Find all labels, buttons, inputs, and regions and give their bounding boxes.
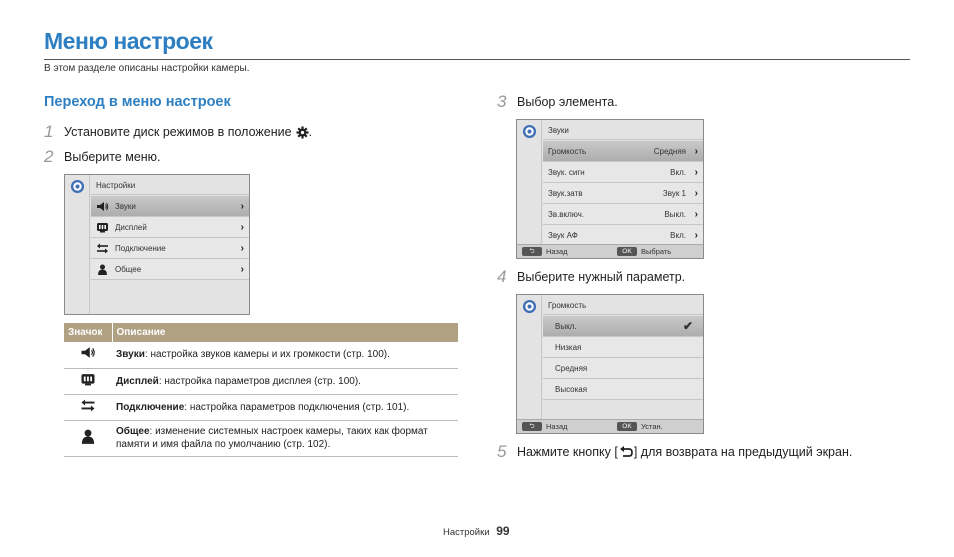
chevron-right-icon: › (694, 187, 698, 199)
title-divider (44, 59, 910, 60)
step-1: 1 Установите диск режимов в положение . (44, 122, 313, 141)
option-medium[interactable]: Средняя (543, 358, 703, 379)
table-row (64, 420, 458, 456)
step-5: 5 Нажмите кнопку [ ] для возврата на предыдущий экран. (497, 442, 853, 461)
step-number: 1 (44, 122, 54, 141)
option-low[interactable]: Низкая (543, 337, 703, 358)
connection-icon (96, 243, 109, 254)
menu-item-beep[interactable]: Звук. сигн Вкл. › (543, 162, 703, 183)
screen-header: Настройки (91, 175, 249, 195)
description: : настройка звуков камеры и их громкости (стр. 100). (144, 349, 390, 361)
settings-gear-icon (522, 124, 537, 139)
step-number: 2 (44, 147, 54, 166)
speaker-icon (80, 351, 96, 362)
step-text: Выбор элемента. (517, 95, 618, 109)
settings-gear-icon (70, 179, 85, 194)
table-row (64, 368, 458, 394)
page-subtitle: В этом разделе описаны настройки камеры. (44, 63, 250, 74)
description: : настройка параметров подключения (стр. 101). (184, 401, 410, 413)
ok-button-badge: OK (617, 422, 637, 431)
camera-screen-settings (64, 174, 250, 315)
step-number: 5 (497, 442, 507, 461)
description: : изменение системных настроек камеры, таких как формат памяти и имя файла по умолчанию (стр. 102). (116, 426, 428, 450)
screen-footer: ⮌ Назад OK Устан. (517, 419, 703, 433)
screen-header: Звуки (543, 120, 703, 140)
table-row (64, 342, 458, 368)
chevron-right-icon: › (694, 229, 698, 241)
camera-screen-sounds (516, 119, 704, 259)
chevron-right-icon: › (694, 208, 698, 220)
menu-item-startup-sound[interactable]: Зв.включ. Выкл. › (543, 204, 703, 225)
menu-item-sounds[interactable]: Звуки › (91, 196, 249, 217)
chevron-right-icon: › (694, 145, 698, 157)
term: Общее (116, 426, 150, 437)
step-4 (497, 267, 685, 287)
step-number: 3 (497, 92, 507, 111)
table-header-icon: Значок (64, 323, 112, 342)
gear-icon (296, 126, 309, 139)
page-footer (443, 524, 510, 538)
step-text: Выберите нужный параметр. (517, 270, 686, 284)
menu-item-shutter-sound[interactable]: Звук.затв Звук 1 › (543, 183, 703, 204)
description: : настройка параметров дисплея (стр. 100). (158, 375, 361, 387)
chevron-right-icon: › (240, 242, 244, 254)
screen-header: Громкость (543, 295, 703, 315)
camera-screen-volume (516, 294, 704, 434)
page-number: 99 (496, 524, 510, 538)
option-off[interactable]: Выкл. ✔ (543, 316, 703, 337)
screen-footer: ⮌ Назад OK Выбрать (517, 244, 703, 258)
ok-button-badge: OK (617, 247, 637, 256)
icon-description-table (64, 323, 458, 457)
speaker-icon (96, 201, 109, 212)
checkmark-icon: ✔ (682, 319, 693, 333)
term: Дисплей (116, 375, 159, 387)
chevron-right-icon: › (694, 166, 698, 178)
step-text: Выберите меню. (64, 150, 161, 164)
menu-item-display[interactable]: Дисплей › (91, 217, 249, 238)
chevron-right-icon: › (240, 221, 244, 233)
menu-item-volume[interactable]: Громкость Средняя › (543, 141, 703, 162)
footer-section: Настройки (443, 527, 490, 538)
settings-gear-icon (522, 299, 537, 314)
step-number: 4 (497, 267, 507, 286)
connection-icon (80, 404, 96, 415)
person-icon (96, 264, 109, 275)
chevron-right-icon: › (240, 263, 244, 275)
back-button-icon (619, 446, 633, 458)
step-2 (44, 147, 161, 167)
table-header-description: Описание (112, 323, 458, 342)
step-text: Установите диск режимов в положение (64, 125, 292, 139)
person-icon (80, 436, 96, 447)
term: Звуки (116, 349, 145, 361)
option-high[interactable]: Высокая (543, 379, 703, 400)
back-arrow-icon: ⮌ (522, 422, 542, 431)
table-row (64, 394, 458, 420)
section-heading: Переход в меню настроек (44, 94, 231, 110)
back-arrow-icon: ⮌ (522, 247, 542, 256)
menu-item-af-sound[interactable]: Звук АФ Вкл. › (543, 225, 703, 246)
chevron-right-icon: › (240, 200, 244, 212)
menu-item-general[interactable]: Общее › (91, 259, 249, 280)
page-title: Меню настроек (44, 28, 213, 54)
step-3 (497, 92, 618, 112)
term: Подключение (116, 401, 185, 413)
display-icon (96, 222, 109, 233)
display-icon (80, 378, 96, 389)
menu-item-connection[interactable]: Подключение › (91, 238, 249, 259)
